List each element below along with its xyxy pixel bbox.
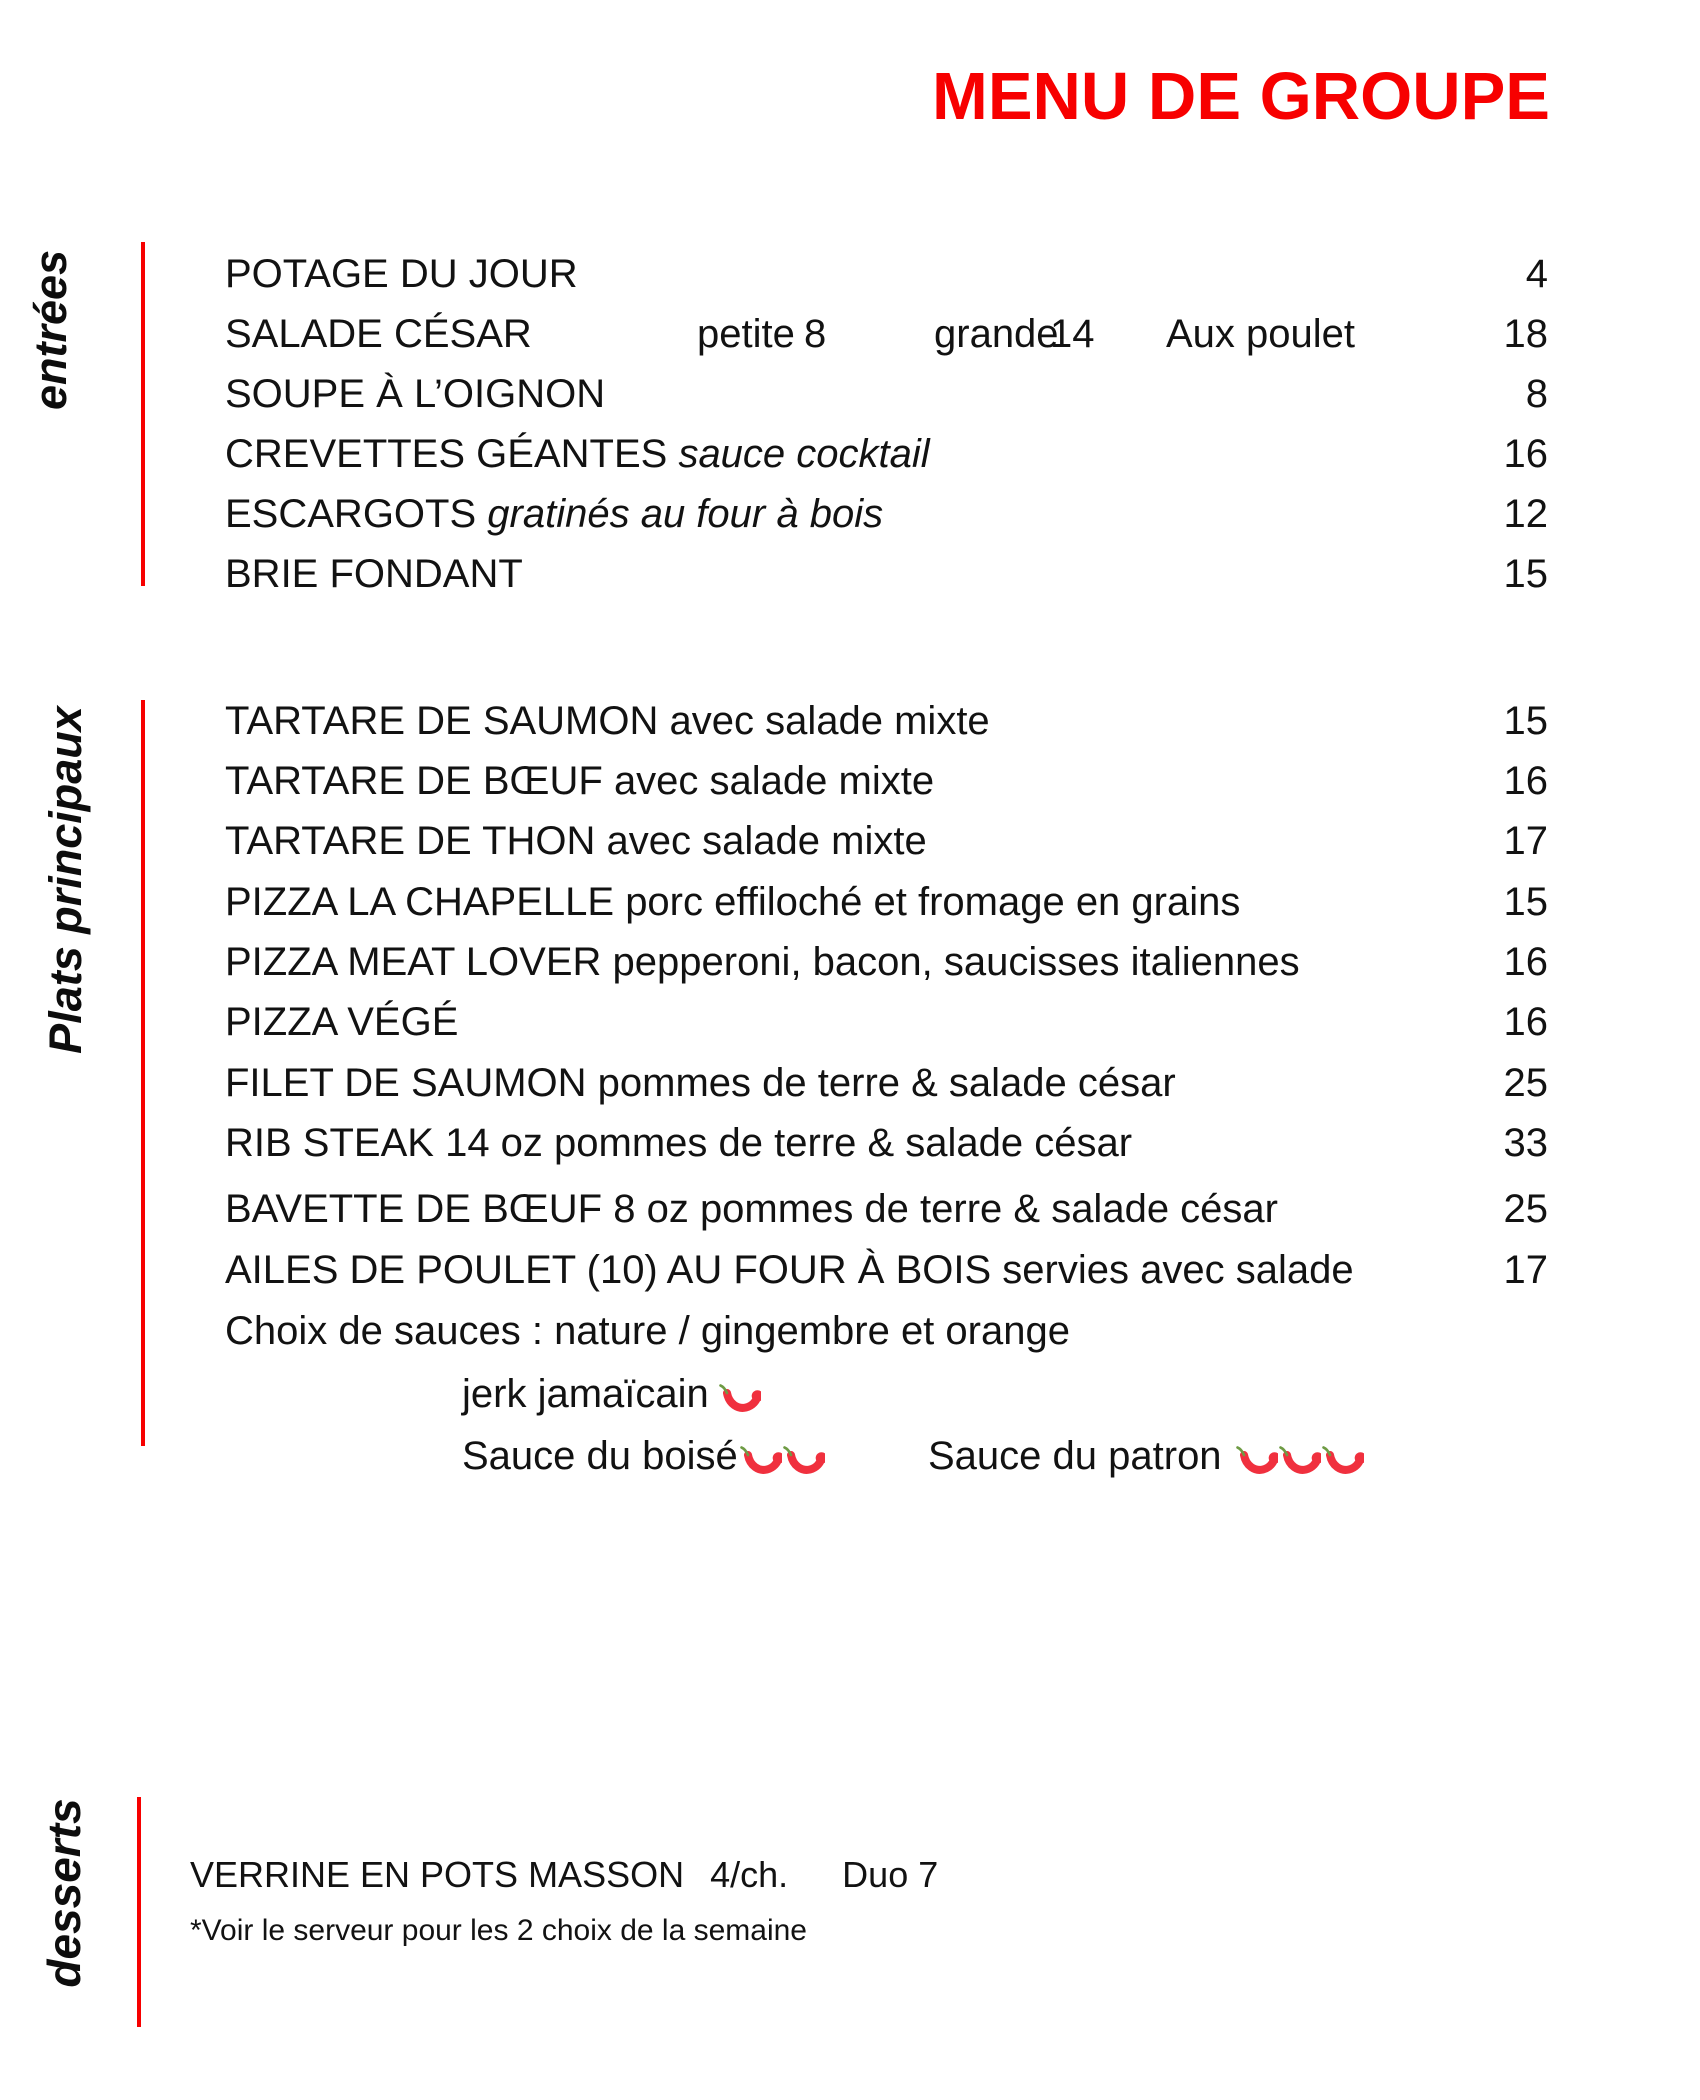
menu-item-row: [225, 1240, 1700, 1300]
menu-item-row: [225, 811, 1700, 871]
item-text: [1002, 1248, 1353, 1292]
item-label: SOUPE À L’OIGNON: [225, 372, 606, 416]
item-name: [225, 372, 605, 416]
menu-item-row: [225, 872, 1700, 932]
menu-item-row: [225, 484, 1700, 544]
item-name: [225, 492, 476, 536]
item-label: pommes de terre & salade césar: [597, 1061, 1176, 1105]
chili-pepper-icon: [783, 1446, 825, 1476]
item-price: 33: [1503, 1121, 1548, 1165]
item-price: 17: [1503, 819, 1548, 863]
item-label: TARTARE DE BŒUF: [225, 759, 603, 803]
section-rule-entrees: [141, 242, 145, 586]
item-name: [225, 1061, 587, 1105]
menu-item-row: [225, 544, 1700, 604]
item-label: SALADE CÉSAR: [225, 312, 532, 356]
item-text: [804, 304, 826, 364]
item-label: AILES DE POULET (10) AU FOUR À BOIS: [225, 1248, 992, 1292]
item-label: CREVETTES GÉANTES: [225, 432, 668, 476]
item-text: [190, 1914, 807, 1947]
item-label: PIZZA MEAT LOVER: [225, 940, 602, 984]
menu-item-row: [190, 1901, 1700, 1961]
menu-item-row: [225, 304, 1700, 364]
item-text: [462, 1426, 826, 1493]
item-price: 18: [1503, 312, 1548, 356]
item-price: 16: [1503, 940, 1548, 984]
item-text: [697, 304, 795, 364]
chili-pepper-icons: [1236, 1433, 1365, 1493]
menu-item-row: [225, 364, 1700, 424]
chili-pepper-icon: [1322, 1446, 1364, 1476]
item-price: 4: [1525, 252, 1548, 296]
item-price: 16: [1503, 1000, 1548, 1044]
item-label: BAVETTE DE BŒUF: [225, 1187, 603, 1231]
section-label-plats: Plats principaux: [40, 706, 91, 1054]
item-label: PIZZA LA CHAPELLE: [225, 880, 615, 924]
item-label: VERRINE EN POTS MASSON: [190, 1854, 685, 1895]
item-price: 16: [1503, 432, 1548, 476]
item-name: [225, 312, 532, 356]
item-text: [710, 1854, 788, 1895]
item-name: [225, 1248, 991, 1292]
item-name: [225, 1187, 602, 1231]
chili-pepper-icon: [1236, 1446, 1278, 1476]
menu-title: MENU DE GROUPE: [932, 59, 1550, 134]
item-label: avec salade mixte: [606, 819, 927, 863]
chili-pepper-icon: [1279, 1446, 1321, 1476]
item-label: servies avec salade: [1002, 1248, 1354, 1292]
item-text: [487, 492, 883, 536]
item-price: 15: [1503, 552, 1548, 596]
item-label: jerk jamaïcain: [462, 1372, 709, 1416]
item-label: petite: [697, 312, 795, 356]
menu-item-row: [225, 1426, 1700, 1486]
section-label-desserts: desserts: [38, 1798, 90, 1988]
menu-item-row: [225, 932, 1700, 992]
item-label: BRIE FONDANT: [225, 552, 523, 596]
item-label: *Voir le serveur pour les 2 choix de la semaine: [190, 1914, 807, 1947]
item-text: [613, 940, 1300, 984]
item-label: sauce cocktail: [678, 432, 930, 476]
item-label: Choix de sauces : nature / gingembre et orange: [225, 1309, 1070, 1353]
chili-pepper-icon: [740, 1446, 782, 1476]
item-label: porc effiloché et fromage en grains: [625, 880, 1241, 924]
item-label: Aux poulet: [1166, 312, 1356, 356]
item-name: [225, 819, 595, 863]
item-text: [607, 819, 927, 863]
item-text: [445, 1121, 1132, 1165]
item-price: 8: [1525, 372, 1548, 416]
item-price: 25: [1503, 1061, 1548, 1105]
chili-pepper-icon: [719, 1384, 761, 1414]
item-name: [225, 1121, 434, 1165]
item-text: [1050, 304, 1095, 364]
item-label: pepperoni, bacon, saucisses italiennes: [612, 940, 1300, 984]
menu-item-row: [225, 244, 1700, 304]
menu-item-row: [225, 1364, 1700, 1424]
section-rule-plats: [141, 700, 145, 1446]
item-name: [225, 880, 614, 924]
item-text: [678, 432, 929, 476]
menu-item-row: [225, 1179, 1700, 1239]
item-name: [225, 759, 603, 803]
item-label: RIB STEAK: [225, 1121, 434, 1165]
item-text: [1166, 304, 1355, 364]
menu-item-row: [225, 992, 1700, 1052]
item-price: 25: [1503, 1187, 1548, 1231]
item-price: 15: [1503, 699, 1548, 743]
chili-pepper-icons: [740, 1433, 826, 1493]
item-name: [225, 552, 523, 596]
item-label: 4/ch.: [710, 1854, 789, 1895]
item-text: [614, 759, 934, 803]
item-price: 15: [1503, 880, 1548, 924]
menu-item-row: [225, 751, 1700, 811]
item-label: TARTARE DE THON: [225, 819, 596, 863]
chili-pepper-icons: [719, 1371, 762, 1431]
item-label: gratinés au four à bois: [487, 492, 884, 536]
item-label: avec salade mixte: [669, 699, 990, 743]
item-label: FILET DE SAUMON: [225, 1061, 587, 1105]
item-label: POTAGE DU JOUR: [225, 252, 578, 296]
item-name: [225, 940, 601, 984]
item-name: [225, 432, 667, 476]
item-label: avec salade mixte: [613, 759, 935, 803]
menu-item-row: [225, 424, 1700, 484]
section-rule-desserts: [137, 1797, 141, 2027]
item-text: [670, 699, 990, 743]
item-name: [225, 252, 578, 296]
menu-item-row: [190, 1845, 1700, 1905]
item-label: ESCARGOTS: [225, 492, 477, 536]
item-label: Duo 7: [842, 1854, 939, 1895]
item-text: [613, 1187, 1278, 1231]
item-label: 14: [1050, 312, 1095, 356]
item-label: TARTARE DE SAUMON: [225, 699, 659, 743]
item-label: grande: [934, 312, 1059, 356]
section-label-entrees: entrées: [25, 249, 76, 411]
item-text: [462, 1364, 762, 1431]
item-price: 12: [1503, 492, 1548, 536]
item-name: [190, 1854, 684, 1895]
item-name: [225, 1000, 458, 1044]
item-text: [928, 1426, 1365, 1493]
menu-item-row: [225, 1301, 1700, 1361]
item-price: 17: [1503, 1248, 1548, 1292]
item-label: 8: [804, 312, 827, 356]
item-price: 16: [1503, 759, 1548, 803]
item-text: [934, 304, 1059, 364]
item-name: [225, 699, 658, 743]
menu-item-row: [225, 1113, 1700, 1173]
item-label: 8 oz pommes de terre & salade césar: [613, 1187, 1278, 1231]
item-label: Sauce du patron: [928, 1434, 1222, 1478]
item-text: [598, 1061, 1176, 1105]
menu-item-row: [225, 1053, 1700, 1113]
item-label: Sauce du boisé: [462, 1434, 738, 1478]
item-text: [842, 1854, 938, 1895]
item-label: PIZZA VÉGÉ: [225, 1000, 459, 1044]
menu-item-row: [225, 691, 1700, 751]
item-text: [625, 880, 1240, 924]
item-text: [225, 1309, 1070, 1353]
item-label: 14 oz pommes de terre & salade césar: [445, 1121, 1133, 1165]
